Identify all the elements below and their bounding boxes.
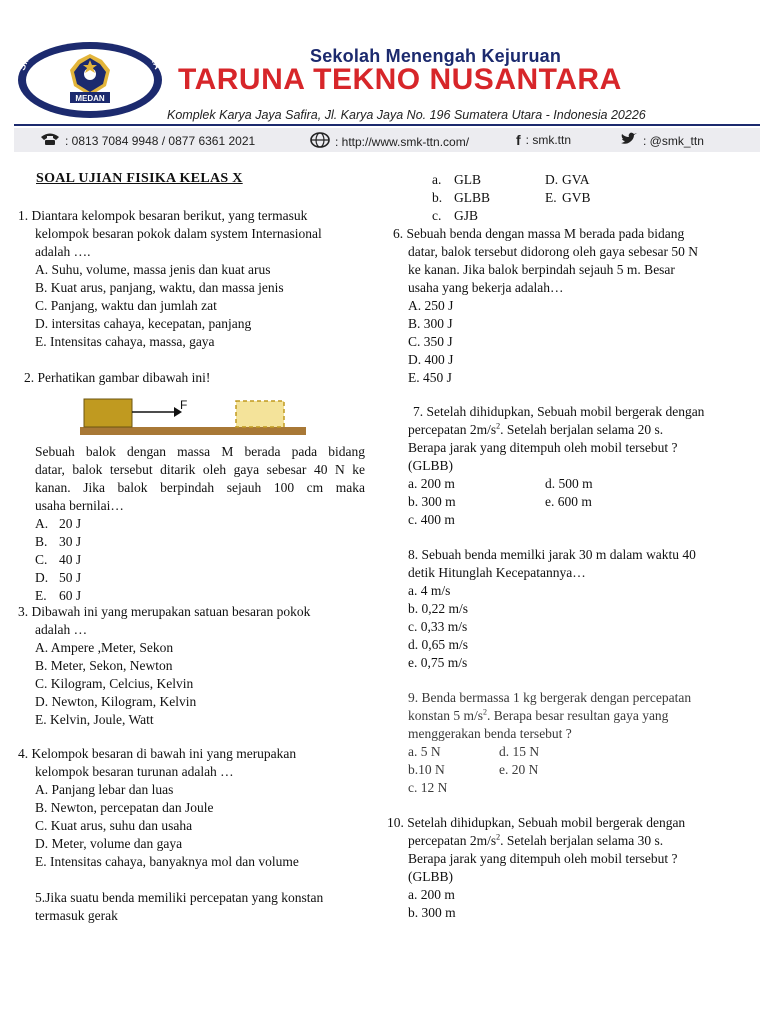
q10-text-1: 10. Setelah dihidupkan, Sebuah mobil bergerak dengan — [387, 815, 686, 830]
q9-text-3: menggerakan benda tersebut ? — [408, 726, 572, 741]
q8-option-a: a. 4 m/s — [408, 583, 451, 598]
q1-option-d: D. intersitas cahaya, kecepatan, panjang — [35, 316, 252, 331]
q8-option-d: d. 0,65 m/s — [408, 637, 469, 652]
contact-twitter — [620, 132, 704, 149]
q4-text-2: kelompok besaran turunan adalah … — [35, 764, 234, 779]
q3-option-e: E. Kelvin, Joule, Watt — [35, 712, 154, 727]
q1-text-3: adalah …. — [35, 244, 91, 259]
q9-text-1: 9. Benda bermassa 1 kg bergerak dengan percepatan — [408, 690, 692, 705]
q7-option-c: c. 400 m — [408, 512, 455, 527]
website-text[interactable]: : http://www.smk-ttn.com/ — [335, 134, 470, 149]
q4-option-a: A. Panjang lebar dan luas — [35, 782, 174, 797]
header-divider — [14, 124, 760, 126]
letterhead — [0, 0, 768, 160]
q8-option-b: b. 0,22 m/s — [408, 601, 469, 616]
q3-option-a: A. Ampere ,Meter, Sekon — [35, 640, 174, 655]
q5-option-d-letter: D. — [545, 172, 559, 187]
q5-option-a-letter: a. — [432, 172, 442, 187]
q7-option-b: b. 300 m — [408, 494, 456, 509]
q4-option-c: C. Kuat arus, suhu dan usaha — [35, 818, 193, 833]
q6-option-e: E. 450 J — [408, 370, 452, 385]
q7-text-2a: percepatan 2m/s — [408, 422, 497, 437]
q4-text-1: 4. Kelompok besaran di bawah ini yang merupakan — [18, 746, 297, 761]
contact-website — [310, 132, 469, 151]
logo-city: MEDAN — [75, 94, 105, 103]
q7-text-4: (GLBB) — [408, 458, 453, 473]
q2-option-d-value: 50 J — [59, 570, 82, 585]
q2-figure — [80, 395, 310, 446]
q10-superscript: 2 — [496, 832, 501, 842]
force-label: F — [180, 398, 188, 412]
school-name: TARUNA TEKNO NUSANTARA — [178, 63, 622, 96]
q6-text-2: datar, balok tersebut didorong oleh gaya sebesar 50 N — [408, 244, 698, 259]
q6-text-3: ke kanan. Jika balok berpindah sejauh 5 m. Besar — [408, 262, 675, 277]
q9-option-e: e. 20 N — [499, 762, 539, 777]
q1-option-c: C. Panjang, waktu dan jumlah zat — [35, 298, 217, 313]
q7-text-2b: . Setelah berjalan selama 20 s. — [500, 422, 664, 437]
q3-option-b: B. Meter, Sekon, Newton — [35, 658, 173, 673]
q7-text-3: Berapa jarak yang ditempuh oleh mobil tersebut ? — [408, 440, 678, 455]
q7-text-2 — [408, 421, 663, 439]
floor-surface — [80, 427, 306, 435]
q5-option-d-value: GVA — [562, 172, 590, 187]
q2-paragraph-1: Sebuah balok dengan massa M berada pada bidang — [35, 444, 365, 459]
q9-text-2a: konstan 5 m/s — [408, 708, 484, 723]
q1-text-2: kelompok besaran pokok dalam system Internasional — [35, 226, 322, 241]
q7-option-a: a. 200 m — [408, 476, 455, 491]
q7-superscript: 2 — [496, 421, 501, 431]
q4-option-d: D. Meter, volume dan gaya — [35, 836, 183, 851]
twitter-icon — [620, 132, 638, 149]
q4-option-e: E. Intensitas cahaya, banyaknya mol dan volume — [35, 854, 299, 869]
q2-option-c-value: 40 J — [59, 552, 82, 567]
q5-text-2: termasuk gerak — [35, 908, 118, 923]
q2-option-c-letter: C. — [35, 552, 48, 567]
phone-icon — [40, 132, 60, 149]
q2-option-e-letter: E. — [35, 588, 47, 603]
q10-text-4: (GLBB) — [408, 869, 453, 884]
q7-option-e: e. 600 m — [545, 494, 592, 509]
q1-text-1: 1. Diantara kelompok besaran berikut, yang termasuk — [18, 208, 308, 223]
block-initial — [84, 399, 132, 427]
q6-text-4: usaha yang bekerja adalah… — [408, 280, 564, 295]
contact-facebook — [516, 132, 571, 148]
q2-option-a-value: 20 J — [59, 516, 82, 531]
q6-option-d: D. 400 J — [408, 352, 454, 367]
q10-text-2 — [408, 832, 663, 850]
q10-text-2a: percepatan 2m/s — [408, 833, 497, 848]
q5-option-b-letter: b. — [432, 190, 443, 205]
q8-option-e: e. 0,75 m/s — [408, 655, 468, 670]
school-logo — [6, 30, 164, 125]
q3-text-2: adalah … — [35, 622, 88, 637]
q3-option-c: C. Kilogram, Celcius, Kelvin — [35, 676, 194, 691]
q5-text-1: 5.Jika suatu benda memiliki percepatan yang konstan — [35, 890, 324, 905]
q8-text-2: detik Hitunglah Kecepatannya… — [408, 565, 586, 580]
q9-text-2 — [408, 707, 668, 725]
exam-title: SOAL UJIAN FISIKA KELAS X — [36, 171, 243, 186]
school-address: Komplek Karya Jaya Safira, Jl. Karya Jaya No. 196 Sumatera Utara - Indonesia 20226 — [167, 108, 646, 122]
q1-option-b: B. Kuat arus, panjang, waktu, dan massa jenis — [35, 280, 284, 295]
q2-option-b-value: 30 J — [59, 534, 82, 549]
q3-option-d: D. Newton, Kilogram, Kelvin — [35, 694, 197, 709]
q7-option-d: d. 500 m — [545, 476, 593, 491]
q8-text-1: 8. Sebuah benda memilki jarak 30 m dalam waktu 40 — [408, 547, 696, 562]
contact-bar — [14, 128, 760, 152]
q8-option-c: c. 0,33 m/s — [408, 619, 468, 634]
facebook-icon: f — [516, 132, 521, 148]
q2-text: 2. Perhatikan gambar dibawah ini! — [24, 370, 211, 385]
q9-option-c: c. 12 N — [408, 780, 448, 795]
q9-option-d: d. 15 N — [499, 744, 540, 759]
q5-option-e-value: GVB — [562, 190, 591, 205]
q7-text-1: 7. Setelah dihidupkan, Sebuah mobil bergerak dengan — [413, 404, 705, 419]
q2-option-a-letter: A. — [35, 516, 49, 531]
q6-text-1: 6. Sebuah benda dengan massa M berada pada bidang — [393, 226, 685, 241]
q5-option-b-value: GLBB — [454, 190, 491, 205]
q10-text-2b: . Setelah berjalan selama 30 s. — [500, 833, 664, 848]
q5-option-c-value: GJB — [454, 208, 479, 223]
school-type: Sekolah Menengah Kejuruan — [310, 46, 562, 66]
q10-option-b: b. 300 m — [408, 905, 456, 920]
q2-option-e-value: 60 J — [59, 588, 82, 603]
q2-paragraph-3: kanan. Jika balok berpindah sejauh 100 cm maka — [35, 480, 365, 495]
contact-phone — [40, 132, 255, 149]
q9-text-2b: . Berapa besar resultan gaya yang — [487, 708, 669, 723]
q1-option-a: A. Suhu, volume, massa jenis dan kuat arus — [35, 262, 271, 277]
q5-option-e-letter: E. — [545, 190, 557, 205]
q1-option-e: E. Intensitas cahaya, massa, gaya — [35, 334, 215, 349]
q4-option-b: B. Newton, percepatan dan Joule — [35, 800, 214, 815]
q6-option-b: B. 300 J — [408, 316, 453, 331]
q9-option-b: b.10 N — [408, 762, 445, 777]
phone-text: : 0813 7084 9948 / 0877 6361 2021 — [65, 133, 256, 148]
q5-option-c-letter: c. — [432, 208, 442, 223]
q10-option-a: a. 200 m — [408, 887, 455, 902]
q2-option-d-letter: D. — [35, 570, 49, 585]
q5-option-a-value: GLB — [454, 172, 481, 187]
facebook-text: : smk.ttn — [525, 133, 572, 147]
q3-text-1: 3. Dibawah ini yang merupakan satuan besaran pokok — [18, 604, 311, 619]
twitter-text: : @smk_ttn — [643, 133, 704, 148]
q10-text-3: Berapa jarak yang ditempuh oleh mobil tersebut ? — [408, 851, 678, 866]
q9-option-a: a. 5 N — [408, 744, 441, 759]
block-final — [236, 401, 284, 427]
globe-icon — [310, 132, 330, 151]
q2-paragraph-2: datar, balok tersebut ditarik oleh gaya sebesar 40 N ke — [35, 462, 365, 477]
q2-paragraph-4: usaha bernilai… — [35, 498, 124, 513]
q6-option-c: C. 350 J — [408, 334, 453, 349]
q6-option-a: A. 250 J — [408, 298, 454, 313]
q9-superscript: 2 — [483, 707, 488, 717]
q2-option-b-letter: B. — [35, 534, 48, 549]
svg-text:SMK TARUNA TEKNO NUSANTARA: SMK TARUNA TEKNO NUSANTARA — [16, 30, 163, 72]
